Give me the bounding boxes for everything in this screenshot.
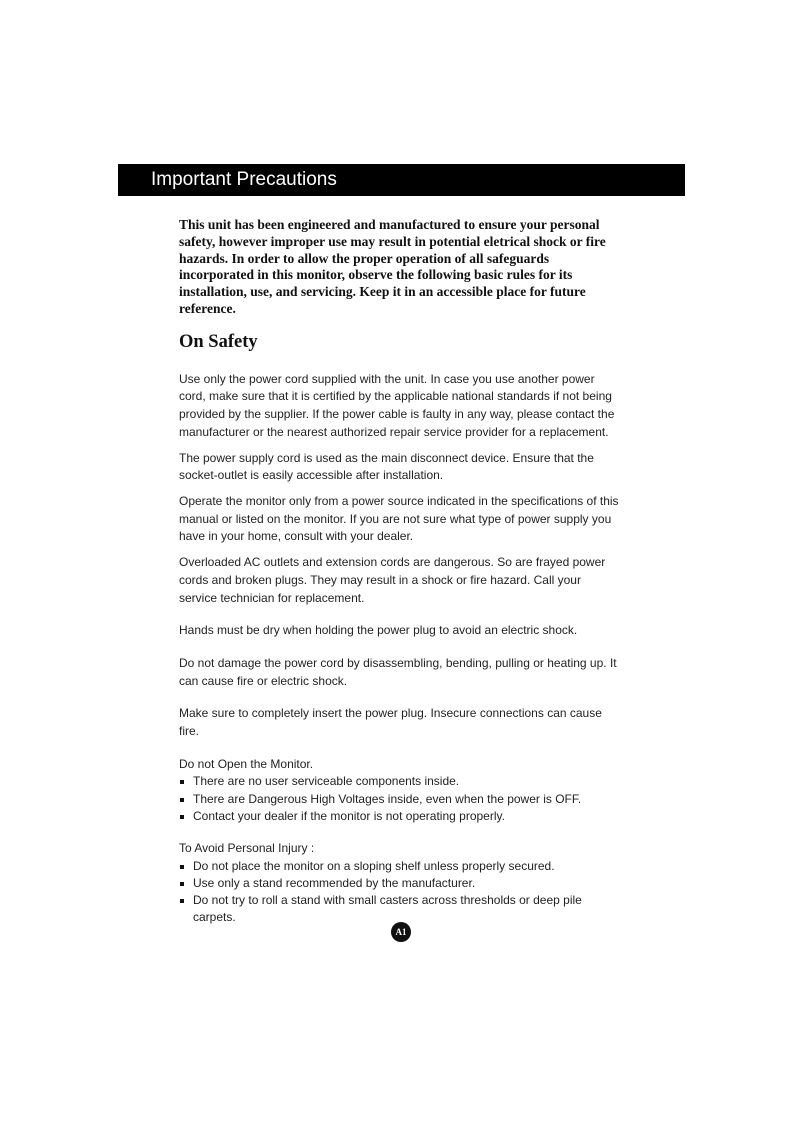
- injury-list: [179, 858, 619, 927]
- open-monitor-list: [179, 773, 619, 825]
- list-item: Do not try to roll a stand with small casters across thresholds or deep pile carpets.: [179, 892, 619, 926]
- list-item: There are no user serviceable components inside.: [179, 773, 619, 790]
- document-body: [179, 217, 619, 927]
- bullet-icon: [180, 882, 184, 886]
- bullet-icon: [180, 798, 184, 802]
- paragraph-dry-hands: Hands must be dry when holding the power plug to avoid an electric shock.: [179, 623, 578, 638]
- page-title: Important Precautions: [151, 169, 337, 190]
- paragraph-power-cord: Use only the power cord supplied with the unit. In case you use another power cord, make sure that it is certified by the applicable national standards if not being provided by the supplier. If the power cable is faulty in any way, please contact the manufacturer or the nearest authorized repair service provider for a replacement.: [179, 371, 615, 439]
- paragraph-power-source: Operate the monitor only from a power source indicated in the specifications of this manual or listed on the monitor. If you are not sure what type of power supply you have in your home, consult with your dealer.: [179, 494, 619, 544]
- list-item: Do not place the monitor on a sloping shelf unless properly secured.: [179, 858, 619, 875]
- injury-heading: To Avoid Personal Injury :: [179, 841, 315, 856]
- bullet-icon: [180, 780, 184, 784]
- paragraph-overloaded-outlets: Overloaded AC outlets and extension cords are dangerous. So are frayed power cords and broken plugs. They may result in a shock or fire hazard. Call your service technician for replacement.: [179, 555, 606, 605]
- page-number-badge: A1: [391, 922, 411, 942]
- paragraph-disconnect-device: The power supply cord is used as the main disconnect device. Ensure that the socket-outlet is easily accessible after installation.: [179, 450, 594, 483]
- bullet-icon: [180, 865, 184, 869]
- section-header-bar: [118, 164, 685, 196]
- section-title: On Safety: [179, 331, 258, 352]
- list-item: Contact your dealer if the monitor is not operating properly.: [179, 808, 619, 825]
- paragraph-power-cord-damage: Do not damage the power cord by disassembling, bending, pulling or heating up. It can cause fire or electric shock.: [179, 655, 617, 688]
- paragraph-insert-plug: Make sure to completely insert the power plug. Insecure connections can cause fire.: [179, 706, 602, 739]
- list-item: Use only a stand recommended by the manufacturer.: [179, 875, 619, 892]
- bullet-icon: [180, 815, 184, 819]
- bullet-icon: [180, 899, 184, 903]
- intro-paragraph: This unit has been engineered and manufactured to ensure your personal safety, however improper use may result in potential eletrical shock or fire hazards. In order to allow the proper operation of all safeguards incorporated in this monitor, observe the following basic rules for its installation, use, and servicing. Keep it in an accessible place for future reference.: [179, 217, 606, 316]
- open-monitor-heading: Do not Open the Monitor.: [179, 756, 314, 771]
- list-item: There are Dangerous High Voltages inside, even when the power is OFF.: [179, 791, 619, 808]
